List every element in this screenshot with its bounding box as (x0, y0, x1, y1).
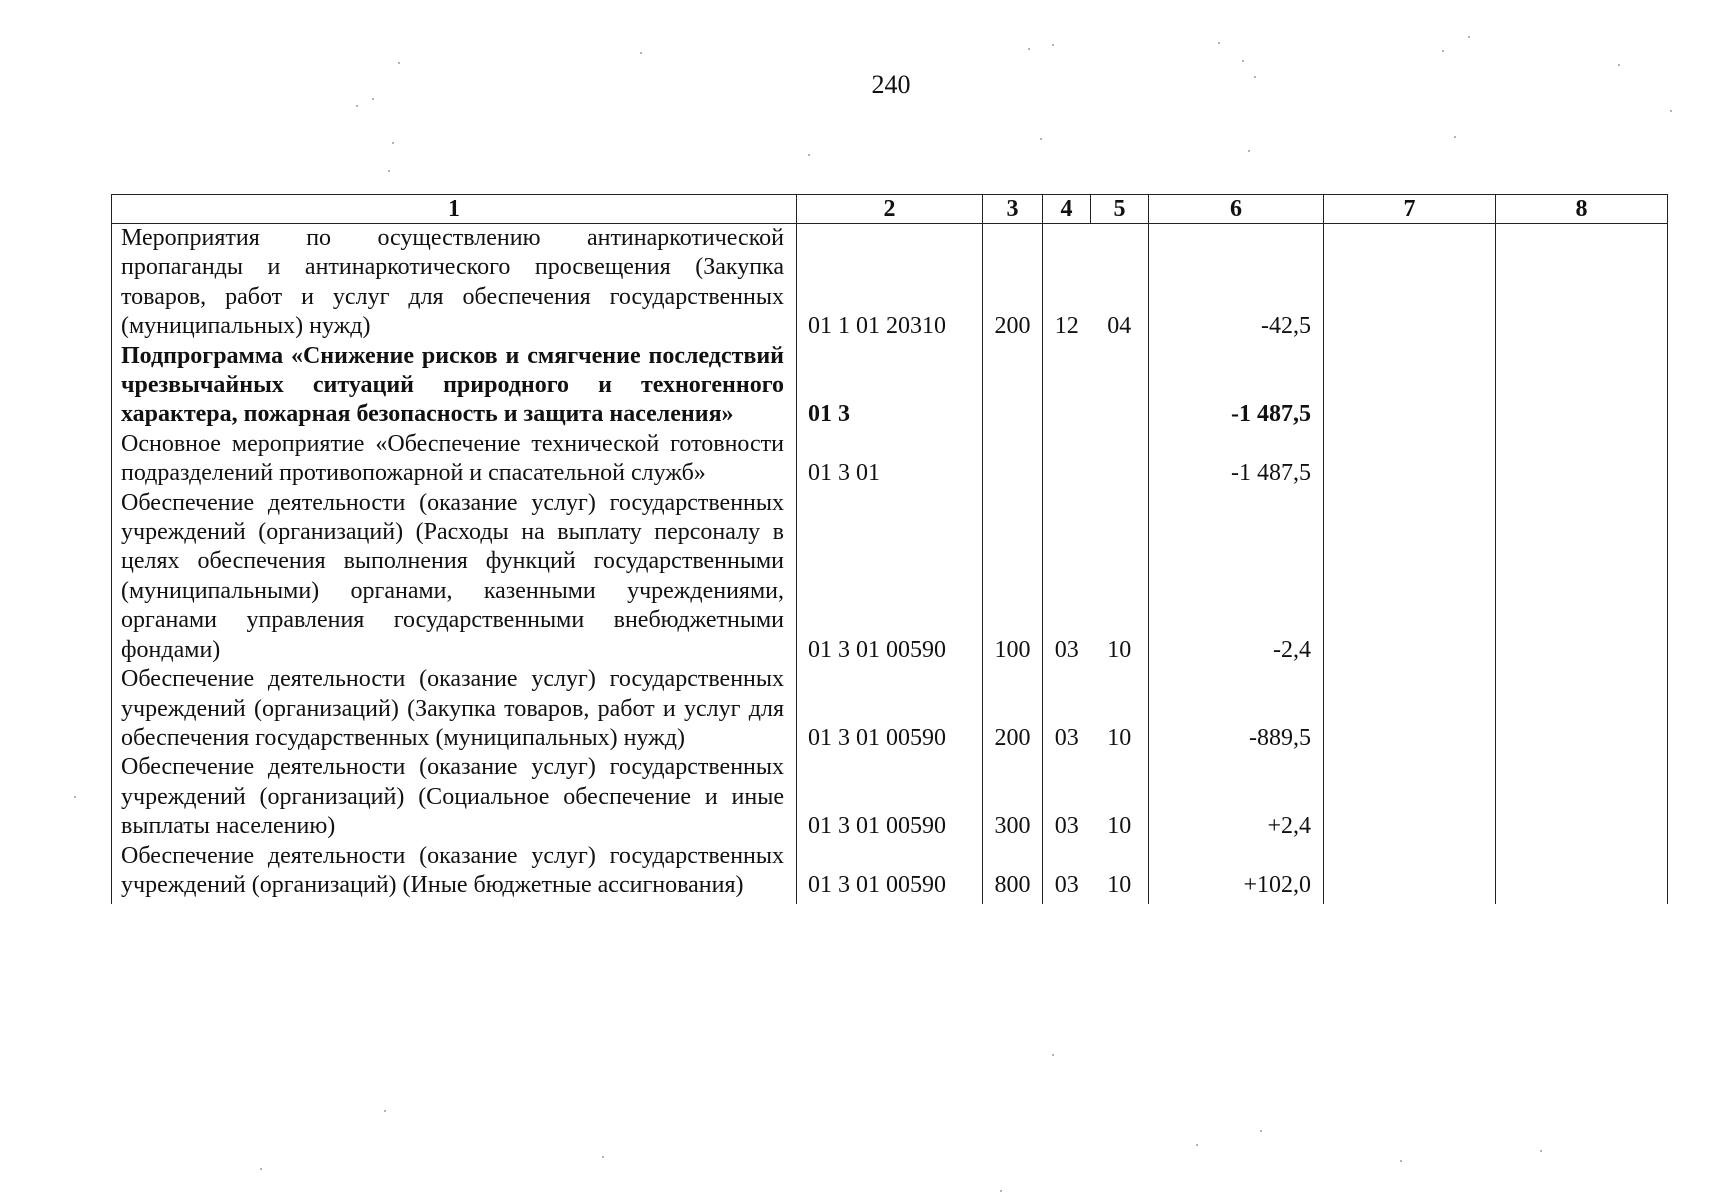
row-description: Подпрограмма «Снижение рисков и смягчение последствий чрезвычайных ситуаций природного и техногенного характера, пожарная безопасность и защита населения» (112, 342, 797, 430)
scan-speckle (1540, 1150, 1542, 1152)
row-subsection (1091, 430, 1149, 489)
row-description: Мероприятия по осуществлению антинаркотической пропаганды и антинаркотического просвещения (Закупка товаров, работ и услуг для обеспечения государственных (муниципальных) нужд) (112, 224, 797, 342)
column-header-2: 2 (797, 195, 983, 224)
table-header-row (112, 195, 1668, 224)
budget-table (111, 194, 1668, 904)
row-expense-type: 800 (983, 842, 1043, 905)
row-amount: -42,5 (1149, 224, 1324, 342)
scan-speckle (1248, 150, 1250, 152)
scan-speckle (260, 1168, 262, 1170)
scan-speckle (1052, 44, 1054, 46)
column-header-5: 5 (1091, 195, 1149, 224)
scan-speckle (74, 796, 76, 798)
row-target-code: 01 3 01 00590 (797, 665, 983, 753)
scan-speckle (1260, 1130, 1262, 1132)
row-col8 (1496, 342, 1668, 430)
column-header-4: 4 (1043, 195, 1091, 224)
column-header-8: 8 (1496, 195, 1668, 224)
row-col8 (1496, 842, 1668, 905)
row-col7 (1324, 224, 1496, 342)
column-header-6: 6 (1149, 195, 1324, 224)
page-number: 240 (871, 70, 911, 99)
row-target-code: 01 3 (797, 342, 983, 430)
row-col8 (1496, 224, 1668, 342)
row-subsection: 10 (1091, 665, 1149, 753)
table-row (112, 665, 1668, 753)
row-amount: +2,4 (1149, 753, 1324, 841)
row-expense-type: 300 (983, 753, 1043, 841)
scan-speckle (1000, 1190, 1002, 1192)
row-col8 (1496, 430, 1668, 489)
scan-speckle (1618, 64, 1620, 66)
scan-speckle (1052, 1054, 1054, 1056)
row-description: Обеспечение деятельности (оказание услуг) государственных учреждений (организаций) (Расходы на выплату персоналу в целях обеспечения выполнения функций государственными (муниципальными) органами, казенными учреждениями, органами управления государственными внебюджетными фондами) (112, 489, 797, 665)
row-section (1043, 342, 1091, 430)
row-expense-type (983, 342, 1043, 430)
row-amount: -889,5 (1149, 665, 1324, 753)
row-section: 03 (1043, 665, 1091, 753)
row-subsection: 10 (1091, 842, 1149, 905)
table-row (112, 224, 1668, 342)
row-target-code: 01 3 01 (797, 430, 983, 489)
table-body (112, 224, 1668, 905)
row-subsection: 04 (1091, 224, 1149, 342)
scan-speckle (808, 154, 810, 156)
column-header-1: 1 (112, 195, 797, 224)
row-expense-type (983, 430, 1043, 489)
row-section: 03 (1043, 489, 1091, 665)
row-subsection (1091, 342, 1149, 430)
table-row (112, 489, 1668, 665)
row-col7 (1324, 665, 1496, 753)
scan-speckle (1196, 1144, 1198, 1146)
scan-speckle (1468, 36, 1470, 38)
table-row (112, 342, 1668, 430)
column-header-3: 3 (983, 195, 1043, 224)
row-col8 (1496, 753, 1668, 841)
scan-speckle (602, 1156, 604, 1158)
row-col7 (1324, 342, 1496, 430)
table-row (112, 430, 1668, 489)
row-col8 (1496, 665, 1668, 753)
row-col7 (1324, 753, 1496, 841)
row-amount: -1 487,5 (1149, 430, 1324, 489)
scan-speckle (1218, 42, 1220, 44)
row-expense-type: 100 (983, 489, 1043, 665)
row-subsection: 10 (1091, 753, 1149, 841)
row-target-code: 01 3 01 00590 (797, 489, 983, 665)
row-amount: -2,4 (1149, 489, 1324, 665)
row-amount: +102,0 (1149, 842, 1324, 905)
row-col7 (1324, 430, 1496, 489)
row-col7 (1324, 489, 1496, 665)
scan-speckle (1400, 1160, 1402, 1162)
row-subsection: 10 (1091, 489, 1149, 665)
table-row (112, 842, 1668, 905)
row-section: 03 (1043, 753, 1091, 841)
scan-speckle (1040, 138, 1042, 140)
row-col7 (1324, 842, 1496, 905)
row-description: Обеспечение деятельности (оказание услуг) государственных учреждений (организаций) (Социальное обеспечение и иные выплаты населению) (112, 753, 797, 841)
row-section: 03 (1043, 842, 1091, 905)
column-header-7: 7 (1324, 195, 1496, 224)
scan-speckle (398, 62, 400, 64)
scan-speckle (1028, 48, 1030, 50)
scan-speckle (356, 105, 358, 107)
scan-speckle (1442, 50, 1444, 52)
row-section: 12 (1043, 224, 1091, 342)
row-description: Основное мероприятие «Обеспечение технической готовности подразделений противопожарной и спасательной служб» (112, 430, 797, 489)
scan-speckle (384, 1110, 386, 1112)
scan-speckle (392, 142, 394, 144)
row-target-code: 01 3 01 00590 (797, 842, 983, 905)
row-description: Обеспечение деятельности (оказание услуг) государственных учреждений (организаций) (Иные бюджетные ассигнования) (112, 842, 797, 905)
row-target-code: 01 1 01 20310 (797, 224, 983, 342)
row-section (1043, 430, 1091, 489)
scan-speckle (1242, 60, 1244, 62)
row-description: Обеспечение деятельности (оказание услуг) государственных учреждений (организаций) (Закупка товаров, работ и услуг для обеспечения государственных (муниципальных) нужд) (112, 665, 797, 753)
scan-speckle (388, 170, 390, 172)
row-col8 (1496, 489, 1668, 665)
row-expense-type: 200 (983, 665, 1043, 753)
table-row (112, 753, 1668, 841)
scan-speckle (1454, 136, 1456, 138)
row-amount: -1 487,5 (1149, 342, 1324, 430)
row-expense-type: 200 (983, 224, 1043, 342)
scan-speckle (640, 52, 642, 54)
scan-speckle (1670, 110, 1672, 112)
row-target-code: 01 3 01 00590 (797, 753, 983, 841)
